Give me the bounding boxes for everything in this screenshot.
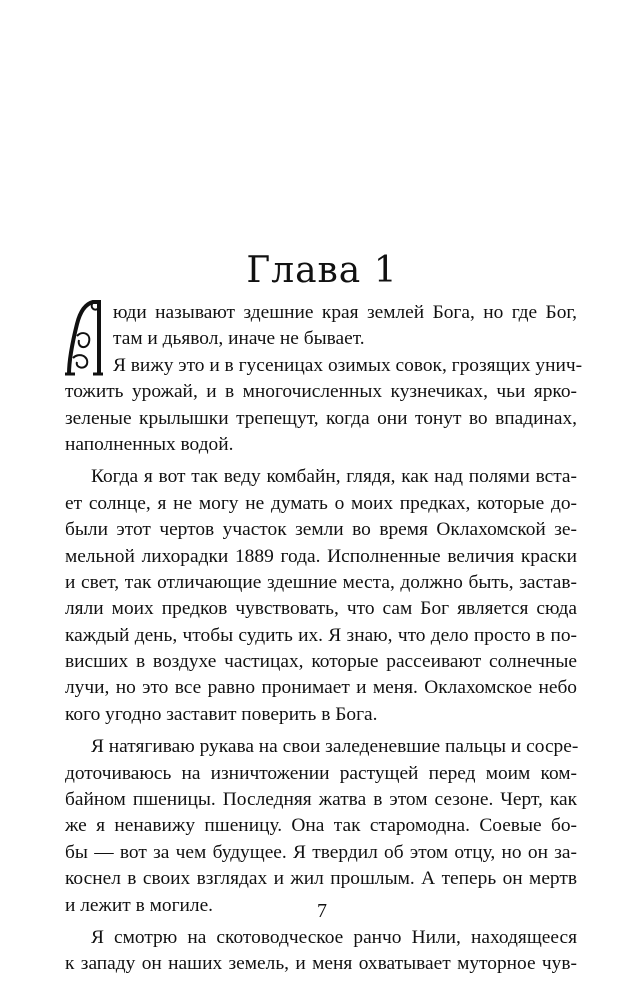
text-line: Я вижу это и в гусеницах озимых совок, грозящих унич- [113, 354, 583, 376]
text-line: же я ненавижу пшеницу. Она так старомодна. Соевые бо- [65, 815, 577, 837]
paragraph-1 [65, 300, 583, 458]
text-line: каждый день, чтобы судить их. Я знаю, что дело просто в по- [65, 624, 577, 646]
text-line: юди называют здешние края землей Бога, но где Бог, [113, 302, 577, 323]
paragraph-2 [65, 464, 577, 728]
paragraph-4 [65, 925, 577, 978]
text-line: были этот чертов участок земли во время Оклахомской зе- [65, 519, 577, 541]
text-line: к западу он наших земель, и меня охватывает муторное чув- [65, 953, 577, 975]
text-line: Когда я вот так веду комбайн, глядя, как над полями вста- [91, 466, 577, 488]
paragraph-3 [65, 734, 577, 919]
text-line: Я смотрю на скотоводческое ранчо Нили, находящееся [91, 926, 577, 948]
text-line: и лежит в могиле. [65, 894, 214, 916]
text-line: тожить урожай, и в многочисленных кузнечиках, чьи ярко- [65, 381, 577, 403]
text-line: доточиваюсь на изничтожении растущей перед моим ком- [65, 762, 577, 784]
text-line: Я натягиваю рукава на свои заледеневшие пальцы и сосре- [91, 736, 579, 758]
page-number: 7 [317, 900, 327, 922]
text-line: зеленые крылышки трепещут, когда они тонут во впадинах, [65, 407, 577, 429]
text-line: ет солнце, я не могу не думать о моих предках, которые до- [65, 492, 577, 514]
text-line: висших в воздухе частицах, которые рассеивают солнечные [65, 651, 577, 673]
text-line: бы — вот за чем будущее. Я твердил об этом отцу, но он за- [65, 841, 577, 863]
text-line: байном пшеницы. Последняя жатва в этом сезоне. Черт, как [65, 789, 577, 811]
text-line: ляли моих предков чувствовать, что сам Бог является сюда [65, 598, 577, 620]
text-line: и свет, так отличающие здешние места, должно быть, застав- [65, 571, 577, 593]
chapter-title: Глава 1 [246, 250, 398, 291]
text-line: кого угодно заставит поверить в Бога. [65, 703, 378, 725]
text-line: наполненных водой. [65, 433, 234, 455]
text-line: лучи, но это все равно пронимает и меня. Оклахомское небо [65, 677, 577, 699]
text-line: коснел в своих взглядах и жил прошлым. А теперь он мертв [65, 868, 577, 890]
drop-cap-letter [63, 298, 101, 376]
body-text [65, 300, 583, 978]
ornamental-drop-cap-icon [63, 300, 103, 376]
text-line: мельной лихорадки 1889 года. Исполненные величия краски [65, 545, 577, 567]
text-line: там и дьявол, иначе не бывает. [113, 328, 365, 350]
